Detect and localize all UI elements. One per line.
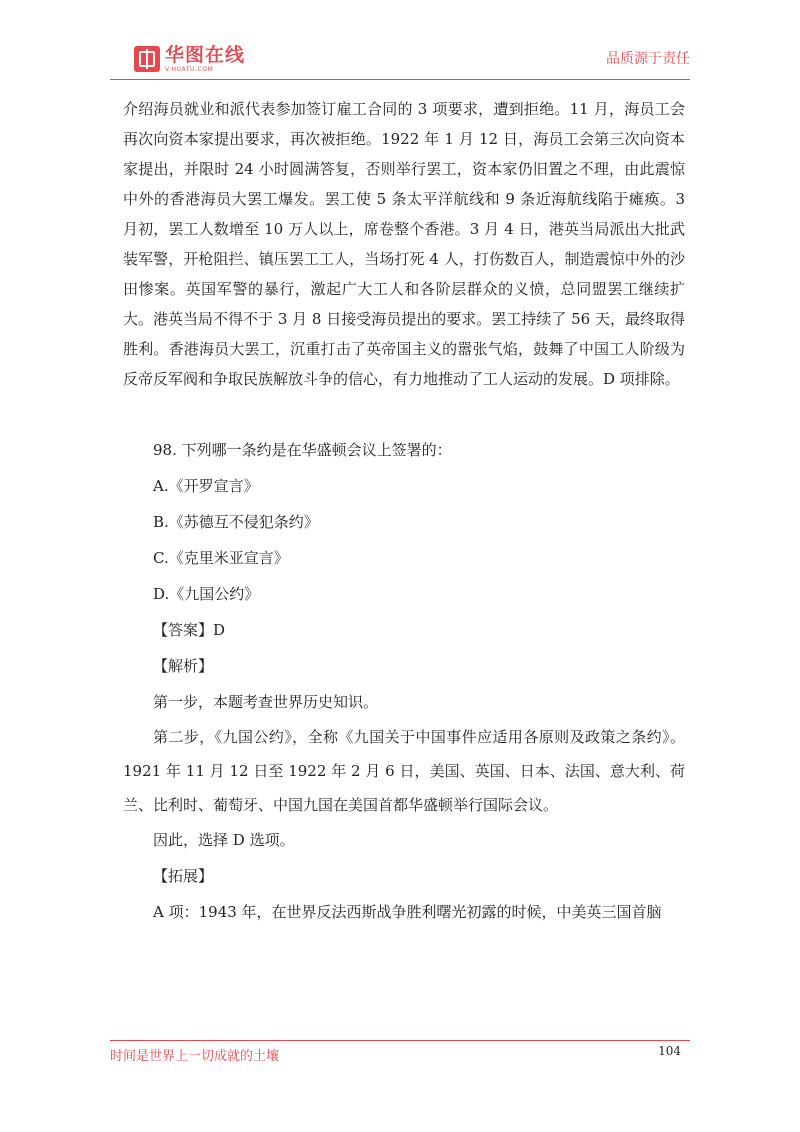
option-d: D.《九国公约》 — [153, 585, 260, 603]
question-text: 98. 下列哪一条约是在华盛顿会议上签署的： — [153, 441, 452, 459]
option-a: A.《开罗宣言》 — [153, 477, 259, 495]
header-slogan: 品质源于责任 — [606, 51, 690, 67]
logo-url: V.HUATU.COM — [165, 65, 214, 73]
extension-option-a: A 项：1943 年，在世界反法西斯战争胜利曙光初露的时候，中美英三国首脑 — [153, 903, 662, 921]
question-block — [123, 432, 685, 930]
footer-divider — [110, 1040, 690, 1041]
answer-label: 【答案】D — [153, 621, 226, 639]
analysis-step-1: 第一步，本题考查世界历史知识。 — [153, 693, 379, 711]
analysis-step-2: 第二步，《九国公约》，全称《九国关于中国事件应适用各原则及政策之条约》。1921 年 11 月 12 日至 1922 年 2 月 6 日，美国、英国、日本、法国、意大利、荷兰、比利时、葡萄牙、中国九国在美国首都华盛顿举行国际会议。 — [123, 728, 685, 814]
header-divider — [110, 79, 690, 80]
logo-name: 华图在线 — [165, 43, 246, 66]
logo-text — [165, 43, 246, 73]
analysis-label: 【解析】 — [153, 657, 214, 675]
footer-motto: 时间是世界上一切成就的土壤 — [110, 1049, 280, 1064]
huatu-logo[interactable] — [134, 44, 245, 74]
option-b: B.《苏德互不侵犯条约》 — [153, 513, 319, 531]
extension-label: 【拓展】 — [153, 867, 214, 885]
page-content — [123, 94, 685, 930]
analysis-conclusion: 因此，选择 D 选项。 — [153, 831, 295, 849]
page-number: 104 — [658, 1044, 681, 1058]
huatu-logo-icon — [134, 46, 160, 72]
option-c: C.《克里米亚宣言》 — [153, 549, 289, 567]
intro-paragraph: 介绍海员就业和派代表参加签订雇工合同的 3 项要求，遭到拒绝。11 月，海员工会再次向资本家提出要求，再次被拒绝。1922 年 1 月 12 日，海员工会第三次向资本家提出，并限时 24 小时圆满答复，否则举行罢工，资本家仍旧置之不理，由此震惊中外的香港海员大罢工爆发。罢工使 5 条太平洋航线和 9 条近海航线陷于瘫痪。3 月初，罢工人数增至 10 万人以上，席卷整个香港。3 月 4 日，港英当局派出大批武装军警，开枪阻拦、镇压罢工工人，当场打死 4 人，打伤数百人，制造震惊中外的沙田惨案。英国军警的暴行，激起广大工人和各阶层群众的义愤，总同盟罢工继续扩大。港英当局不得不于 3 月 8 日接受海员提出的要求。罢工持续了 56 天，最终取得胜利。香港海员大罢工，沉重打击了英帝国主义的嚣张气焰，鼓舞了中国工人阶级为反帝反军阀和争取民族解放斗争的信心，有力地推动了工人运动的发展。D 项排除。 — [123, 100, 685, 388]
page-header — [0, 0, 800, 80]
